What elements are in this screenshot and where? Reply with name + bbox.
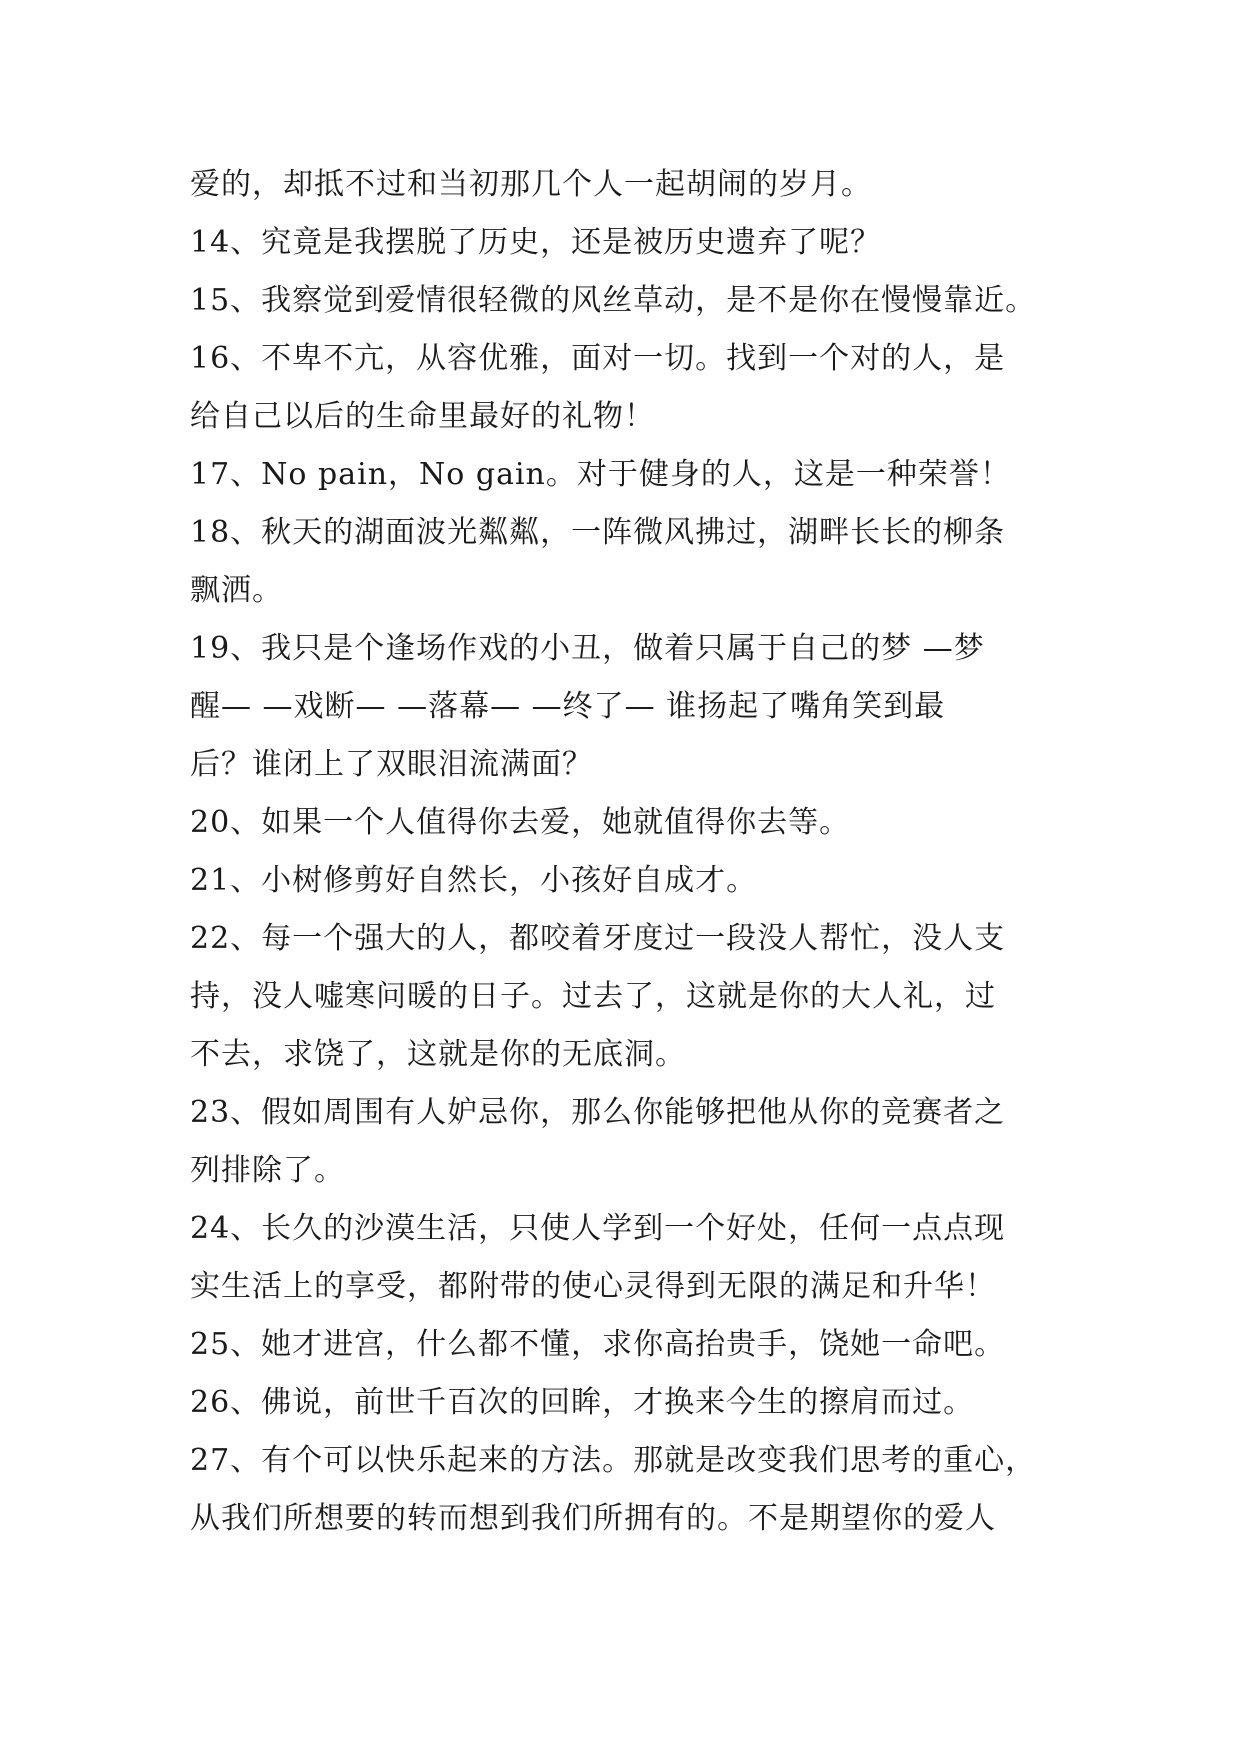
text-line: 醒— —戏断— —落幕— —终了— 谁扬起了嘴角笑到最 xyxy=(190,689,946,724)
text-line: 21、小树修剪好自然长，小孩好自成才。 xyxy=(190,863,758,898)
text-line: 给自己以后的生命里最好的礼物！ xyxy=(190,399,655,434)
text-line: 不去，求饶了，这就是你的无底洞。 xyxy=(190,1037,686,1072)
text-line: 从我们所想要的转而想到我们所拥有的。不是期望你的爱人 xyxy=(190,1501,996,1536)
text-line: 27、有个可以快乐起来的方法。那就是改变我们思考的重心， xyxy=(190,1443,1037,1478)
text-line: 23、假如周围有人妒忌你，那么你能够把他从你的竞赛者之 xyxy=(190,1095,1006,1130)
text-line: 24、长久的沙漠生活，只使人学到一个好处，任何一点点现 xyxy=(190,1211,1006,1246)
text-line: 16、不卑不亢，从容优雅，面对一切。找到一个对的人，是 xyxy=(190,341,1006,376)
text-line: 25、她才进宫，什么都不懂，求你高抬贵手，饶她一命吧。 xyxy=(190,1327,1006,1362)
text-line: 26、佛说，前世千百次的回眸，才换来今生的擦肩而过。 xyxy=(190,1385,975,1420)
text-line: 实生活上的享受，都附带的使心灵得到无限的满足和升华！ xyxy=(190,1269,996,1304)
text-line: 14、究竟是我摆脱了历史，还是被历史遗弃了呢？ xyxy=(190,225,882,260)
text-line: 19、我只是个逢场作戏的小丑，做着只属于自己的梦 —梦 xyxy=(190,631,985,666)
text-line: 爱的，却抵不过和当初那几个人一起胡闹的岁月。 xyxy=(190,167,872,202)
text-line: 后？谁闭上了双眼泪流满面？ xyxy=(190,747,593,782)
text-line: 持，没人嘘寒问暖的日子。过去了，这就是你的大人礼，过 xyxy=(190,979,996,1014)
text-line: 22、每一个强大的人，都咬着牙度过一段没人帮忙，没人支 xyxy=(190,921,1006,956)
text-line: 17、No pain，No gain。对于健身的人，这是一种荣誉！ xyxy=(190,457,1011,492)
text-line: 列排除了。 xyxy=(190,1153,345,1188)
text-line: 飘洒。 xyxy=(190,573,283,608)
text-line: 18、秋天的湖面波光粼粼，一阵微风拂过，湖畔长长的柳条 xyxy=(190,515,1006,550)
text-line: 15、我察觉到爱情很轻微的风丝草动，是不是你在慢慢靠近。 xyxy=(190,283,1037,318)
text-line: 20、如果一个人值得你去爱，她就值得你去等。 xyxy=(190,805,851,840)
